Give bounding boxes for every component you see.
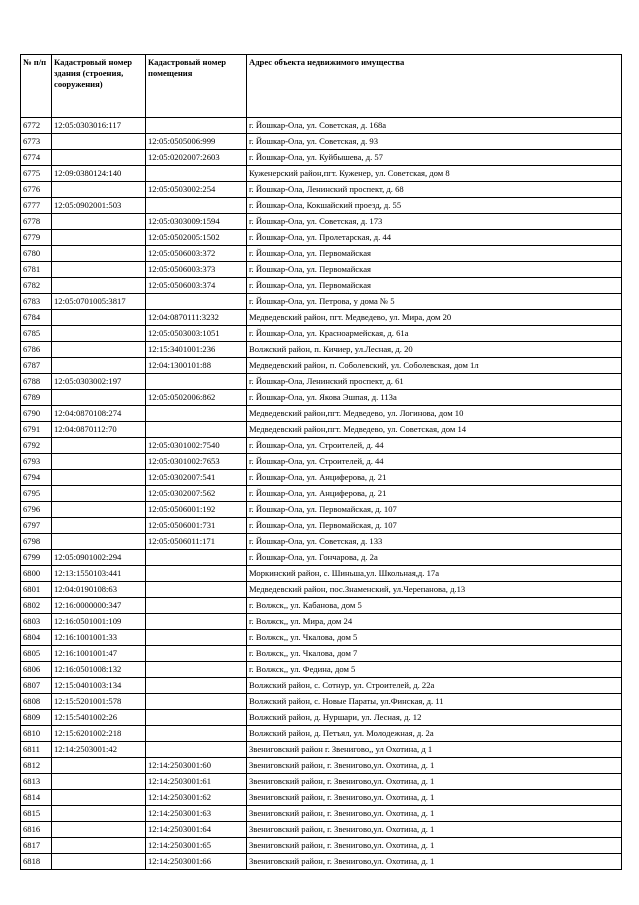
address-cell: г. Йошкар-Ола, ул. Куйбышева, д. 57 [247,150,622,166]
building-cadastral-cell: 12:05:0701005:3817 [52,294,146,310]
table-row [21,134,622,150]
table-row [21,614,622,630]
row-number: 6795 [21,486,52,502]
table-row [21,198,622,214]
building-cadastral-cell [52,262,146,278]
address-cell: г. Йошкар-Ола, ул. Советская, д. 173 [247,214,622,230]
address-cell: Звениговский район, г. Звенигово,ул. Охотина, д. 1 [247,838,622,854]
address-cell: г. Йошкар-Ола, ул. Якова Эшпая, д. 113а [247,390,622,406]
building-cadastral-cell [52,774,146,790]
table-row [21,502,622,518]
premise-cadastral-cell [146,582,247,598]
row-number: 6794 [21,470,52,486]
table-row [21,182,622,198]
row-number: 6787 [21,358,52,374]
premise-cadastral-cell [146,726,247,742]
table-row [21,150,622,166]
row-number: 6805 [21,646,52,662]
table-row [21,630,622,646]
building-cadastral-cell: 12:16:1001001:33 [52,630,146,646]
row-number: 6812 [21,758,52,774]
address-cell: г. Йошкар-Ола, ул. Первомайская [247,278,622,294]
premise-cadastral-cell: 12:14:2503001:64 [146,822,247,838]
address-cell: г. Йошкар-Ола, ул. Гончарова, д. 2а [247,550,622,566]
building-cadastral-cell: 12:16:0000000:347 [52,598,146,614]
row-number: 6800 [21,566,52,582]
table-row [21,262,622,278]
premise-cadastral-cell: 12:14:2503001:65 [146,838,247,854]
premise-cadastral-cell: 12:05:0301002:7540 [146,438,247,454]
premise-cadastral-cell: 12:14:2503001:66 [146,854,247,870]
table-row [21,358,622,374]
building-cadastral-cell [52,470,146,486]
table-row [21,390,622,406]
premise-cadastral-cell [146,166,247,182]
header-premise-cadastral: Кадастровый номер помещения [146,55,247,118]
building-cadastral-cell [52,246,146,262]
address-cell: г. Волжск,, ул. Кабанова, дом 5 [247,598,622,614]
address-cell: Медведевский район, пгт. Медведево, ул. Мира, дом 20 [247,310,622,326]
premise-cadastral-cell: 12:05:0506001:731 [146,518,247,534]
table-row [21,518,622,534]
row-number: 6796 [21,502,52,518]
premise-cadastral-cell: 12:04:1300101:88 [146,358,247,374]
table-row [21,694,622,710]
address-cell: г. Йошкар-Ола, ул. Строителей, д. 44 [247,438,622,454]
building-cadastral-cell: 12:15:5201001:578 [52,694,146,710]
address-cell: г. Йошкар-Ола, ул. Пролетарская, д. 44 [247,230,622,246]
premise-cadastral-cell: 12:05:0301002:7653 [146,454,247,470]
table-row [21,598,622,614]
premise-cadastral-cell: 12:05:0302007:541 [146,470,247,486]
table-row [21,822,622,838]
premise-cadastral-cell [146,598,247,614]
address-cell: г. Волжск,, ул. Чкалова, дом 7 [247,646,622,662]
building-cadastral-cell: 12:05:0303016:117 [52,118,146,134]
address-cell: Звениговский район, г. Звенигово,ул. Охотина, д. 1 [247,790,622,806]
building-cadastral-cell: 12:05:0901002:294 [52,550,146,566]
row-number: 6818 [21,854,52,870]
premise-cadastral-cell [146,198,247,214]
address-cell: Звениговский район, г. Звенигово,ул. Охотина, д. 1 [247,822,622,838]
row-number: 6815 [21,806,52,822]
building-cadastral-cell [52,502,146,518]
premise-cadastral-cell: 12:05:0506001:192 [146,502,247,518]
row-number: 6806 [21,662,52,678]
premise-cadastral-cell: 12:05:0503002:254 [146,182,247,198]
address-cell: Медведевский район,пгт. Медведево, ул. Логинова, дом 10 [247,406,622,422]
address-cell: Медведевский район, пос.Знаменский, ул.Черепанова, д.13 [247,582,622,598]
table-row [21,230,622,246]
table-row [21,166,622,182]
premise-cadastral-cell: 12:05:0506003:373 [146,262,247,278]
building-cadastral-cell [52,230,146,246]
row-number: 6808 [21,694,52,710]
address-cell: г. Йошкар-Ола, ул. Советская, д. 93 [247,134,622,150]
row-number: 6816 [21,822,52,838]
building-cadastral-cell: 12:05:0902001:503 [52,198,146,214]
address-cell: г. Йошкар-Ола, Ленинский проспект, д. 61 [247,374,622,390]
premise-cadastral-cell [146,422,247,438]
row-number: 6792 [21,438,52,454]
table-row [21,854,622,870]
row-number: 6778 [21,214,52,230]
building-cadastral-cell [52,358,146,374]
table-row [21,486,622,502]
row-number: 6793 [21,454,52,470]
row-number: 6799 [21,550,52,566]
premise-cadastral-cell: 12:05:0506003:372 [146,246,247,262]
header-building-cadastral: Кадастровый номер здания (строения, сооружения) [52,55,146,118]
premise-cadastral-cell: 12:05:0502006:862 [146,390,247,406]
building-cadastral-cell: 12:15:0401003:134 [52,678,146,694]
table-row [21,118,622,134]
table-row [21,758,622,774]
row-number: 6817 [21,838,52,854]
address-cell: г. Йошкар-Ола, ул. Строителей, д. 44 [247,454,622,470]
table-row [21,246,622,262]
address-cell: г. Йошкар-Ола, ул. Советская, д. 168а [247,118,622,134]
table-header-row [21,55,622,118]
table-row [21,454,622,470]
premise-cadastral-cell: 12:05:0505006:999 [146,134,247,150]
address-cell: Волжский район, п. Кичиер, ул.Лесная, д. 20 [247,342,622,358]
table-row [21,838,622,854]
address-cell: г. Волжск,, ул. Федина, дом 5 [247,662,622,678]
building-cadastral-cell [52,182,146,198]
building-cadastral-cell [52,150,146,166]
table-row [21,742,622,758]
row-number: 6776 [21,182,52,198]
row-number: 6782 [21,278,52,294]
table-row [21,582,622,598]
building-cadastral-cell [52,518,146,534]
premise-cadastral-cell: 12:14:2503001:62 [146,790,247,806]
row-number: 6810 [21,726,52,742]
building-cadastral-cell: 12:16:1001001:47 [52,646,146,662]
address-cell: г. Йошкар-Ола, ул. Анциферова, д. 21 [247,470,622,486]
building-cadastral-cell [52,278,146,294]
address-cell: г. Йошкар-Ола, ул. Петрова, у дома № 5 [247,294,622,310]
table-row [21,214,622,230]
row-number: 6809 [21,710,52,726]
premise-cadastral-cell [146,710,247,726]
address-cell: Звениговский район, г. Звенигово,ул. Охотина, д. 1 [247,806,622,822]
premise-cadastral-cell [146,550,247,566]
address-cell: г. Йошкар-Ола, ул. Советская, д. 133 [247,534,622,550]
address-cell: Звениговский район, г. Звенигово,ул. Охотина, д. 1 [247,758,622,774]
building-cadastral-cell: 12:15:6201002:218 [52,726,146,742]
address-cell: г. Йошкар-Ола, ул. Первомайская, д. 107 [247,518,622,534]
building-cadastral-cell [52,854,146,870]
premise-cadastral-cell [146,614,247,630]
row-number: 6811 [21,742,52,758]
row-number: 6802 [21,598,52,614]
premise-cadastral-cell [146,742,247,758]
premise-cadastral-cell: 12:14:2503001:61 [146,774,247,790]
address-cell: Волжский район, с. Новые Параты, ул.Финская, д. 11 [247,694,622,710]
address-cell: Куженерский район,пгт. Куженер, ул. Советская, дом 8 [247,166,622,182]
row-number: 6779 [21,230,52,246]
address-cell: Моркинский район, с. Шиньша,ул. Школьная,д. 17а [247,566,622,582]
premise-cadastral-cell: 12:05:0506011:171 [146,534,247,550]
building-cadastral-cell [52,214,146,230]
table-row [21,406,622,422]
address-cell: г. Йошкар-Ола, Ленинский проспект, д. 68 [247,182,622,198]
table-row [21,294,622,310]
premise-cadastral-cell: 12:05:0202007:2603 [146,150,247,166]
row-number: 6772 [21,118,52,134]
premise-cadastral-cell: 12:14:2503001:63 [146,806,247,822]
row-number: 6786 [21,342,52,358]
row-number: 6804 [21,630,52,646]
table-row [21,278,622,294]
building-cadastral-cell: 12:14:2503001:42 [52,742,146,758]
address-cell: г. Йошкар-Ола, ул. Красноармейская, д. 61а [247,326,622,342]
address-cell: Медведевский район, п. Соболевский, ул. Соболевская, дом 1л [247,358,622,374]
table-row [21,726,622,742]
row-number: 6780 [21,246,52,262]
address-cell: г. Йошкар-Ола, Кокшайский проезд, д. 55 [247,198,622,214]
row-number: 6774 [21,150,52,166]
premise-cadastral-cell: 12:14:2503001:60 [146,758,247,774]
building-cadastral-cell: 12:16:0501001:109 [52,614,146,630]
premise-cadastral-cell [146,694,247,710]
address-cell: Звениговский район г. Звенигово,, ул Охотина, д 1 [247,742,622,758]
premise-cadastral-cell [146,374,247,390]
address-cell: Звениговский район, г. Звенигово,ул. Охотина, д. 1 [247,854,622,870]
building-cadastral-cell: 12:13:1550103:441 [52,566,146,582]
address-cell: г. Йошкар-Ола, ул. Первомайская [247,246,622,262]
building-cadastral-cell: 12:04:0870112:70 [52,422,146,438]
premise-cadastral-cell: 12:05:0502005:1502 [146,230,247,246]
row-number: 6803 [21,614,52,630]
building-cadastral-cell [52,326,146,342]
building-cadastral-cell [52,438,146,454]
table-row [21,438,622,454]
address-cell: г. Волжск,, ул. Чкалова, дом 5 [247,630,622,646]
row-number: 6785 [21,326,52,342]
premise-cadastral-cell: 12:05:0303009:1594 [146,214,247,230]
table-row [21,310,622,326]
building-cadastral-cell [52,838,146,854]
address-cell: Волжский район, д. Петъял, ул. Молодежная, д. 2а [247,726,622,742]
address-cell: г. Йошкар-Ола, ул. Первомайская, д. 107 [247,502,622,518]
premise-cadastral-cell [146,662,247,678]
building-cadastral-cell: 12:16:0501008:132 [52,662,146,678]
table-row [21,662,622,678]
row-number: 6791 [21,422,52,438]
table-row [21,422,622,438]
table-row [21,646,622,662]
table-row [21,806,622,822]
address-cell: г. Волжск,, ул. Мира, дом 24 [247,614,622,630]
address-cell: г. Йошкар-Ола, ул. Анциферова, д. 21 [247,486,622,502]
building-cadastral-cell: 12:09:0380124:140 [52,166,146,182]
row-number: 6788 [21,374,52,390]
row-number: 6773 [21,134,52,150]
address-cell: г. Йошкар-Ола, ул. Первомайская [247,262,622,278]
table-row [21,534,622,550]
row-number: 6784 [21,310,52,326]
premise-cadastral-cell: 12:05:0302007:562 [146,486,247,502]
premise-cadastral-cell [146,678,247,694]
building-cadastral-cell [52,134,146,150]
property-register-table [20,54,622,870]
table-row [21,790,622,806]
table-row [21,566,622,582]
building-cadastral-cell: 12:04:0190108:63 [52,582,146,598]
building-cadastral-cell [52,486,146,502]
header-number: № п/п [21,55,52,118]
row-number: 6801 [21,582,52,598]
table-row [21,550,622,566]
premise-cadastral-cell [146,118,247,134]
row-number: 6797 [21,518,52,534]
table-row [21,678,622,694]
building-cadastral-cell [52,342,146,358]
building-cadastral-cell [52,454,146,470]
building-cadastral-cell: 12:05:0303002:197 [52,374,146,390]
premise-cadastral-cell: 12:15:3401001:236 [146,342,247,358]
premise-cadastral-cell [146,294,247,310]
premise-cadastral-cell: 12:05:0506003:374 [146,278,247,294]
row-number: 6783 [21,294,52,310]
building-cadastral-cell [52,806,146,822]
table-row [21,326,622,342]
premise-cadastral-cell [146,646,247,662]
building-cadastral-cell [52,758,146,774]
row-number: 6781 [21,262,52,278]
premise-cadastral-cell [146,566,247,582]
building-cadastral-cell: 12:15:5401002:26 [52,710,146,726]
row-number: 6814 [21,790,52,806]
building-cadastral-cell: 12:04:0870108:274 [52,406,146,422]
premise-cadastral-cell: 12:04:0870111:3232 [146,310,247,326]
building-cadastral-cell [52,790,146,806]
row-number: 6775 [21,166,52,182]
table-row [21,774,622,790]
table-row [21,374,622,390]
table-row [21,710,622,726]
header-address: Адрес объекта недвижимого имущества [247,55,622,118]
row-number: 6790 [21,406,52,422]
building-cadastral-cell [52,310,146,326]
table-row [21,470,622,486]
row-number: 6798 [21,534,52,550]
row-number: 6813 [21,774,52,790]
building-cadastral-cell [52,822,146,838]
building-cadastral-cell [52,390,146,406]
premise-cadastral-cell: 12:05:0503003:1051 [146,326,247,342]
address-cell: Волжский район, д. Нуршари, ул. Лесная, д. 12 [247,710,622,726]
building-cadastral-cell [52,534,146,550]
premise-cadastral-cell [146,630,247,646]
row-number: 6807 [21,678,52,694]
table-row [21,342,622,358]
row-number: 6789 [21,390,52,406]
row-number: 6777 [21,198,52,214]
address-cell: Звениговский район, г. Звенигово,ул. Охотина, д. 1 [247,774,622,790]
premise-cadastral-cell [146,406,247,422]
address-cell: Волжский район, с. Сотнур, ул. Строителей, д. 22а [247,678,622,694]
address-cell: Медведевский район,пгт. Медведево, ул. Советская, дом 14 [247,422,622,438]
